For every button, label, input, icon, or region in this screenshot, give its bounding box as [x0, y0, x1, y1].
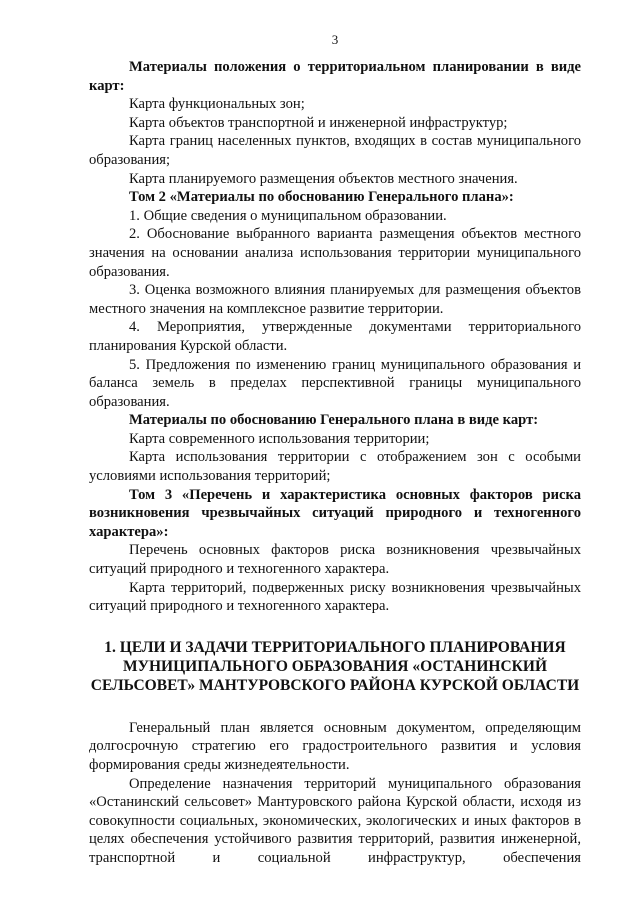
- list-item: Перечень основных факторов риска возникновения чрезвычайных ситуаций природного и техногенного характера.: [89, 542, 581, 578]
- maps-heading-justification: Материалы по обоснованию Генерального плана в виде карт:: [129, 412, 539, 429]
- section-title-line: СЕЛЬСОВЕТ» МАНТУРОВСКОГО РАЙОНА КУРСКОЙ ОБЛАСТИ: [90, 676, 580, 694]
- list-item: 5. Предложения по изменению границ муниципального образования и баланса земель в пределах перспективной границы муниципального образования.: [89, 356, 581, 410]
- volume-2-heading: Том 2 «Материалы по обоснованию Генерального плана»:: [129, 189, 514, 206]
- body-paragraph: Генеральный план является основным документом, определяющим долгосрочную стратегию его градостроительного развития и условия формирования среды жизнедеятельности.: [89, 719, 581, 773]
- body-paragraph: Определение назначения территорий муниципального образования «Останинский сельсовет» Мантуровского района Курской области, исходя из совокупности социальных, экономических, экологических и иных факторов в целях обеспечения устойчивого развития территорий, развития инженерной, транспортной и социальной инфраструктур, обеспечения: [89, 775, 581, 866]
- section-title-line: 1. ЦЕЛИ И ЗАДАЧИ ТЕРРИТОРИАЛЬНОГО ПЛАНИРОВАНИЯ: [104, 638, 566, 656]
- list-item: Карта объектов транспортной и инженерной инфраструктур;: [129, 114, 508, 131]
- maps-heading-positions: Материалы положения о территориальном планировании в виде карт:: [89, 59, 581, 94]
- list-item: 3. Оценка возможного влияния планируемых для размещения объектов местного значения на комплексное развитие территории.: [89, 282, 581, 317]
- list-item: Карта границ населенных пунктов, входящих в состав муниципального образования;: [89, 133, 581, 168]
- volume-contents: [89, 58, 581, 616]
- list-item: Карта использования территории с отображением зон с особыми условиями использования территорий;: [89, 449, 581, 485]
- page-number: 3: [331, 32, 339, 47]
- list-item: Карта современного использования территории;: [129, 430, 430, 447]
- volume-3-heading: Том 3 «Перечень и характеристика основных факторов риска возникновения чрезвычайных ситуаций природного и техногенного характера»:: [89, 486, 581, 540]
- list-item: Карта планируемого размещения объектов местного значения.: [129, 170, 518, 187]
- list-item: 2. Обоснование выбранного варианта размещения объектов местного значения на основании анализа использования территории муниципального образования.: [89, 226, 581, 280]
- list-item: 4. Мероприятия, утвержденные документами территориального планирования Курской области.: [89, 319, 581, 354]
- list-item: Карта функциональных зон;: [129, 96, 305, 113]
- section-title: [89, 638, 581, 695]
- section-title-line: МУНИЦИПАЛЬНОГО ОБРАЗОВАНИЯ «ОСТАНИНСКИЙ: [122, 657, 548, 675]
- section-body: [89, 719, 581, 868]
- list-item: 1. Общие сведения о муниципальном образовании.: [129, 207, 447, 224]
- list-item: Карта территорий, подверженных риску возникновения чрезвычайных ситуаций природного и техногенного характера.: [89, 579, 581, 615]
- document-page: [89, 32, 581, 868]
